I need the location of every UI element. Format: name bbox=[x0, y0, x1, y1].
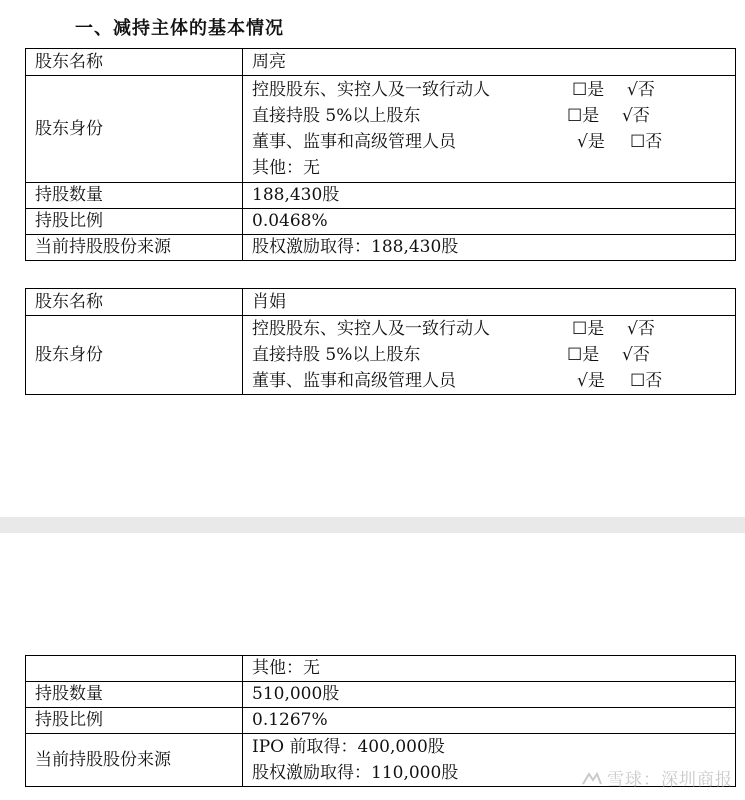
source-line: 股权激励取得：110,000股 bbox=[252, 763, 459, 783]
table-row bbox=[26, 682, 736, 708]
table-row bbox=[26, 235, 736, 261]
yes-checkbox: ☐是 bbox=[567, 345, 600, 365]
no-checkbox: √否 bbox=[627, 80, 655, 100]
source-label: 当前持股股份来源 bbox=[26, 235, 243, 261]
source-value: 股权激励取得：188,430股 bbox=[243, 235, 736, 261]
shares-label: 持股数量 bbox=[26, 682, 243, 708]
identity-text: 直接持股 5%以上股东 bbox=[252, 106, 421, 126]
identity-text: 直接持股 5%以上股东 bbox=[252, 345, 421, 365]
section-heading: 一、减持主体的基本情况 bbox=[75, 18, 284, 39]
empty-label-cell bbox=[26, 656, 243, 682]
yes-checkbox: √是 bbox=[577, 132, 605, 152]
identity-line bbox=[252, 342, 735, 368]
table-row bbox=[26, 289, 736, 316]
name-label: 股东名称 bbox=[26, 289, 243, 316]
table-row bbox=[26, 76, 736, 183]
identity-text: 董事、监事和高级管理人员 bbox=[252, 132, 456, 152]
table-row bbox=[26, 656, 736, 682]
table-row bbox=[26, 708, 736, 734]
name-value: 周亮 bbox=[243, 49, 736, 76]
yes-checkbox: √是 bbox=[577, 371, 605, 391]
identity-text: 控股股东、实控人及一致行动人 bbox=[252, 319, 490, 339]
no-checkbox: √否 bbox=[622, 345, 650, 365]
identity-line bbox=[252, 368, 735, 394]
watermark bbox=[581, 765, 733, 790]
snowball-logo-icon bbox=[581, 770, 603, 788]
table-row bbox=[26, 183, 736, 209]
ratio-label: 持股比例 bbox=[26, 209, 243, 235]
ratio-value: 0.1267% bbox=[243, 708, 736, 734]
no-checkbox: √否 bbox=[622, 106, 650, 126]
source-line: IPO 前取得：400,000股 bbox=[252, 737, 445, 757]
name-label: 股东名称 bbox=[26, 49, 243, 76]
identity-line bbox=[252, 316, 735, 342]
shares-label: 持股数量 bbox=[26, 183, 243, 209]
identity-cell bbox=[243, 316, 736, 395]
identity-other: 其他：无 bbox=[252, 158, 320, 178]
watermark-text: 雪球：深圳商报 bbox=[607, 770, 733, 790]
identity-line bbox=[252, 103, 735, 129]
ratio-label: 持股比例 bbox=[26, 708, 243, 734]
shares-value: 510,000股 bbox=[243, 682, 736, 708]
no-checkbox: ☐否 bbox=[630, 371, 663, 391]
identity-label: 股东身份 bbox=[26, 316, 243, 395]
no-checkbox: √否 bbox=[627, 319, 655, 339]
source-label: 当前持股股份来源 bbox=[26, 734, 243, 787]
name-value: 肖娟 bbox=[243, 289, 736, 316]
identity-line bbox=[252, 77, 735, 103]
identity-other: 其他：无 bbox=[243, 656, 736, 682]
page-break-divider bbox=[0, 517, 745, 533]
shares-value: 188,430股 bbox=[243, 183, 736, 209]
identity-line bbox=[252, 129, 735, 155]
yes-checkbox: ☐是 bbox=[567, 106, 600, 126]
no-checkbox: ☐否 bbox=[630, 132, 663, 152]
table-row bbox=[26, 316, 736, 395]
yes-checkbox: ☐是 bbox=[572, 319, 605, 339]
identity-text: 董事、监事和高级管理人员 bbox=[252, 371, 456, 391]
shareholder-table-2 bbox=[25, 288, 736, 395]
identity-label: 股东身份 bbox=[26, 76, 243, 183]
table-row bbox=[26, 49, 736, 76]
identity-cell bbox=[243, 76, 736, 183]
table-row bbox=[26, 209, 736, 235]
yes-checkbox: ☐是 bbox=[572, 80, 605, 100]
ratio-value: 0.0468% bbox=[243, 209, 736, 235]
identity-text: 控股股东、实控人及一致行动人 bbox=[252, 80, 490, 100]
shareholder-table-1 bbox=[25, 48, 736, 261]
